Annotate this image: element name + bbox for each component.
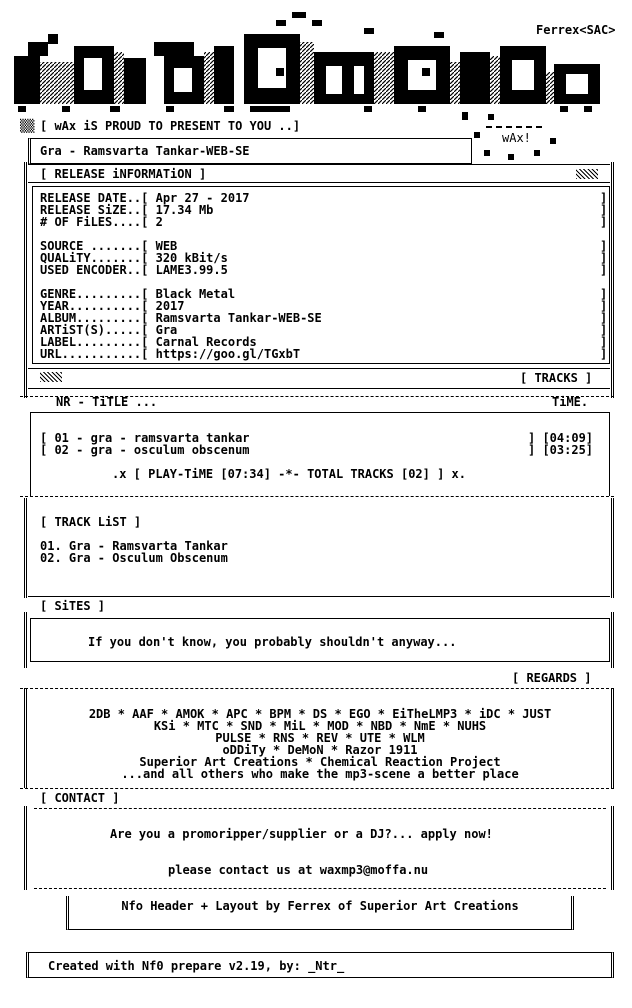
info-row: GENRE.........[ Black Metal [40,287,236,301]
track-time: ] [04:09] [528,431,594,445]
contact-line-apply: Are you a promoripper/supplier or a DJ?... apply now! [110,827,493,841]
info-row: ARTiST(S).....[ Gra [40,323,178,337]
info-row: SOURCE .......[ WEB [40,239,178,253]
sites-text: If you don't know, you probably shouldn't anyway... [88,635,457,649]
shade-block [576,169,598,179]
info-row: RELEASE SiZE..[ 17.34 Mb [40,203,214,217]
list-item: 02. Gra - Osculum Obscenum [40,551,228,565]
info-row: ALBUM.........[ Ramsvarta Tankar-WEB-SE [40,311,322,325]
created-with: Created with Nf0 prepare v2.19, by: _Ntr_ [48,959,345,973]
playtime-summary: .x [ PLAY-TiME [07:34] -*- TOTAL TRACKS [02] ] x. [112,467,467,481]
shade-block-left: ▒▒ [20,119,35,133]
ascii-logo [14,12,614,122]
release-info-rows [40,192,322,360]
info-row: QUALiTY.......[ 320 kBit/s [40,251,228,265]
regards-line: ...and all others who make the mp3-scene a better place [121,767,519,781]
list-item: 01. Gra - Ramsvarta Tankar [40,539,228,553]
regards-header: [ REGARDS ] [512,671,592,685]
logo-graphic [14,12,614,122]
info-row: # OF FiLES....[ 2 [40,215,163,229]
shade-block [40,372,62,382]
info-row: RELEASE DATE..[ Apr 27 - 2017 [40,191,250,205]
track-list-header: [ TRACK LiST ] [40,515,142,529]
track-row: [ 02 - gra - osculum obscenum [40,443,250,457]
release-info-header: [ RELEASE iNFORMATiON ] [40,167,207,181]
contact-frame [24,806,614,890]
sites-header: [ SiTES ] [40,599,106,613]
release-title: Gra - Ramsvarta Tankar-WEB-SE [40,144,250,158]
logo-tag: wAx! [502,131,531,145]
info-row: LABEL.........[ Carnal Records [40,335,257,349]
contact-header: [ CONTACT ] [40,791,120,805]
info-row: YEAR..........[ 2017 [40,299,185,313]
contact-line-email: please contact us at waxmp3@moffa.nu [168,863,429,877]
ascii-credit: Ferrex<SAC> [536,23,616,37]
tracks-header: [ TRACKS ] [520,371,593,385]
track-time: ] [03:25] [528,443,594,457]
regards-line: KSi * MTC * SND * MiL * MOD * NBD * NmE * NUHS [153,719,487,733]
right-brackets: ] ] ] ] ] ] ] ] ] ] ] ] [600,191,608,361]
col-time: TiME. [552,395,589,409]
info-row: URL...........[ https://goo.gl/TGxbT [40,347,301,361]
regards-line: PULSE * RNS * REV * UTE * WLM [215,731,425,745]
track-row: [ 01 - gra - ramsvarta tankar [40,431,250,445]
info-row: USED ENCODER..[ LAME3.99.5 [40,263,228,277]
regards-line: Superior Art Creations * Chemical Reaction Project [139,755,501,769]
regards-line: 2DB * AAF * AMOK * APC * BPM * DS * EGO * EiTheLMP3 * iDC * JUST [88,707,552,721]
present-banner: [ wAx iS PROUD TO PRESENT TO YOU ..] [40,119,301,133]
col-nr-title: NR - TiTLE ... [56,395,158,409]
regards-line: oDDiTy * DeMoN * Razor 1911 [222,743,418,757]
layout-credit: Nfo Header + Layout by Ferrex of Superior Art Creations [121,899,519,913]
